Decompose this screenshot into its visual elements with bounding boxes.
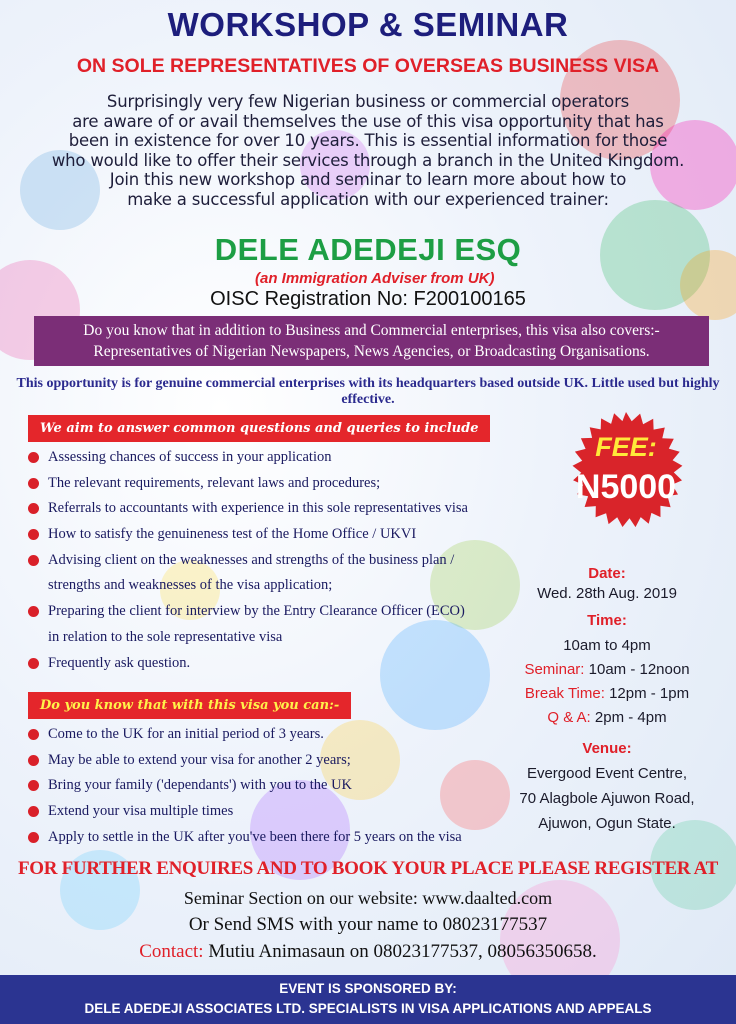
date-label: Date: <box>588 565 626 582</box>
list-item <box>26 445 468 471</box>
bullet-icon <box>28 478 39 489</box>
sponsor-bar <box>0 975 736 1024</box>
seminar-value: 10am - 12noon <box>588 661 690 678</box>
trainer-name: DELE ADEDEJI ESQ <box>214 232 522 267</box>
bullet-icon <box>28 806 39 817</box>
list-item-continuation <box>26 625 468 651</box>
list-item <box>26 599 468 625</box>
list-item-text: in relation to the sole representative visa <box>48 628 283 645</box>
list-item-text: Apply to settle in the UK after you've been there for 5 years on the visa <box>48 828 462 845</box>
venue-label: Venue: <box>582 740 632 757</box>
fee-label: FEE: <box>595 432 657 462</box>
break-label: Break Time: <box>524 685 605 702</box>
bullet-icon <box>28 606 39 617</box>
qa-value: 2pm - 4pm <box>594 709 667 726</box>
list-item-text: Advising client on the weaknesses and strengths of the business plan / <box>48 551 455 568</box>
intro-line: Surprisingly very few Nigerian business or commercial operators <box>106 92 630 111</box>
bullet-icon <box>28 658 39 669</box>
list-item-text: Bring your family ('dependants') with you to the UK <box>48 777 353 794</box>
list-item-text: Come to the UK for an initial period of 3 years. <box>48 726 324 742</box>
list-item <box>26 522 468 548</box>
page-title: WORKSHOP & SEMINAR <box>167 6 569 43</box>
bullet-icon <box>28 755 39 766</box>
intro-line: make a successful application with our experienced trainer: <box>127 189 609 209</box>
fee-amount: N5000 <box>575 468 677 506</box>
register-heading: FOR FURTHER ENQUIRES AND TO BOOK YOUR PLACE PLEASE REGISTER AT <box>17 858 719 879</box>
bullet-icon <box>28 729 39 740</box>
covers-line: Do you know that in addition to Business and Commercial enterprises, this visa also covers:- <box>83 322 660 339</box>
contact-value: Mutiu Animasaun on 08023177537, 08056350658. <box>208 941 597 962</box>
intro-paragraph <box>0 92 736 209</box>
bullet-icon <box>28 452 39 463</box>
list-item-text: Preparing the client for interview by the Entry Clearance Officer (ECO) <box>48 603 465 620</box>
list-item <box>26 548 468 574</box>
opportunity-note: This opportunity is for genuine commercial enterprises with its headquarters based outside UK. Little used but highly effective. <box>16 376 720 407</box>
aims-list <box>26 445 468 676</box>
event-date: Wed. 28th Aug. 2019 <box>537 585 677 602</box>
contact-label: Contact: <box>139 941 204 962</box>
list-item <box>26 471 468 497</box>
visa-benefits-heading: Do you know that with this visa you can:- <box>28 692 351 719</box>
qa-label: Q & A: <box>547 709 591 726</box>
intro-line: are aware of or avail themselves the use of this visa opportunity that has <box>72 111 664 131</box>
list-item-continuation <box>26 573 468 599</box>
list-item-text: Assessing chances of success in your application <box>48 449 332 465</box>
intro-line: been in existence for over 10 years. This is essential information for those <box>68 131 668 150</box>
list-item <box>26 773 462 799</box>
list-item-text: Frequently ask question. <box>48 654 191 671</box>
break-value: 12pm - 1pm <box>609 685 690 702</box>
bullet-icon <box>28 780 39 791</box>
list-item-text: strengths and weaknesses of the visa application; <box>48 577 333 594</box>
list-item <box>26 722 462 748</box>
bullet-icon <box>28 529 39 540</box>
seminar-time <box>492 661 722 678</box>
trainer-role: (an Immigration Adviser from UK) <box>255 270 495 287</box>
list-item <box>26 799 462 825</box>
sms-info: Or Send SMS with your name to 08023177537 <box>188 914 548 935</box>
visa-covers-banner <box>34 316 709 366</box>
venue-line: Evergood Event Centre, <box>526 765 688 782</box>
oisc-registration: OISC Registration No: F200100165 <box>210 288 526 310</box>
event-time: 10am to 4pm <box>563 637 651 654</box>
list-item-text: The relevant requirements, relevant laws and procedures; <box>48 474 381 491</box>
website-info: Seminar Section on our website: www.daalted.com <box>183 888 553 908</box>
sponsor-title: EVENT IS SPONSORED BY: <box>279 981 457 996</box>
sponsor-name: DELE ADEDEJI ASSOCIATES LTD. SPECIALISTS IN VISA APPLICATIONS AND APPEALS <box>84 1001 652 1016</box>
aims-heading: We aim to answer common questions and queries to include <box>28 415 490 442</box>
list-item <box>26 825 462 851</box>
list-item-text: May be able to extend your visa for another 2 years; <box>48 751 351 768</box>
list-item <box>26 651 468 677</box>
list-item-text: How to satisfy the genuineness test of the Home Office / UKVI <box>48 526 417 543</box>
bullet-icon <box>28 832 39 843</box>
list-item <box>26 496 468 522</box>
page-subtitle: ON SOLE REPRESENTATIVES OF OVERSEAS BUSINESS VISA <box>76 55 660 77</box>
list-item <box>26 748 462 774</box>
intro-line: Join this new workshop and seminar to learn more about how to <box>109 170 627 189</box>
time-label: Time: <box>587 612 627 629</box>
venue-line: Ajuwon, Ogun State. <box>538 815 676 832</box>
intro-line: who would like to offer their services through a branch in the United Kingdom. <box>51 150 685 170</box>
list-item-text: Extend your visa multiple times <box>48 803 234 820</box>
bullet-icon <box>28 503 39 514</box>
break-time <box>492 685 722 702</box>
contact-info <box>0 941 736 963</box>
bullet-icon <box>28 555 39 566</box>
venue-line: 70 Alagbole Ajuwon Road, <box>519 790 695 807</box>
list-item-text: Referrals to accountants with experience in this sole representatives visa <box>48 500 468 517</box>
covers-line: Representatives of Nigerian Newspapers, News Agencies, or Broadcasting Organisations. <box>93 343 650 360</box>
visa-benefits-list <box>26 722 462 850</box>
seminar-label: Seminar: <box>524 661 585 678</box>
qa-time <box>492 709 722 726</box>
